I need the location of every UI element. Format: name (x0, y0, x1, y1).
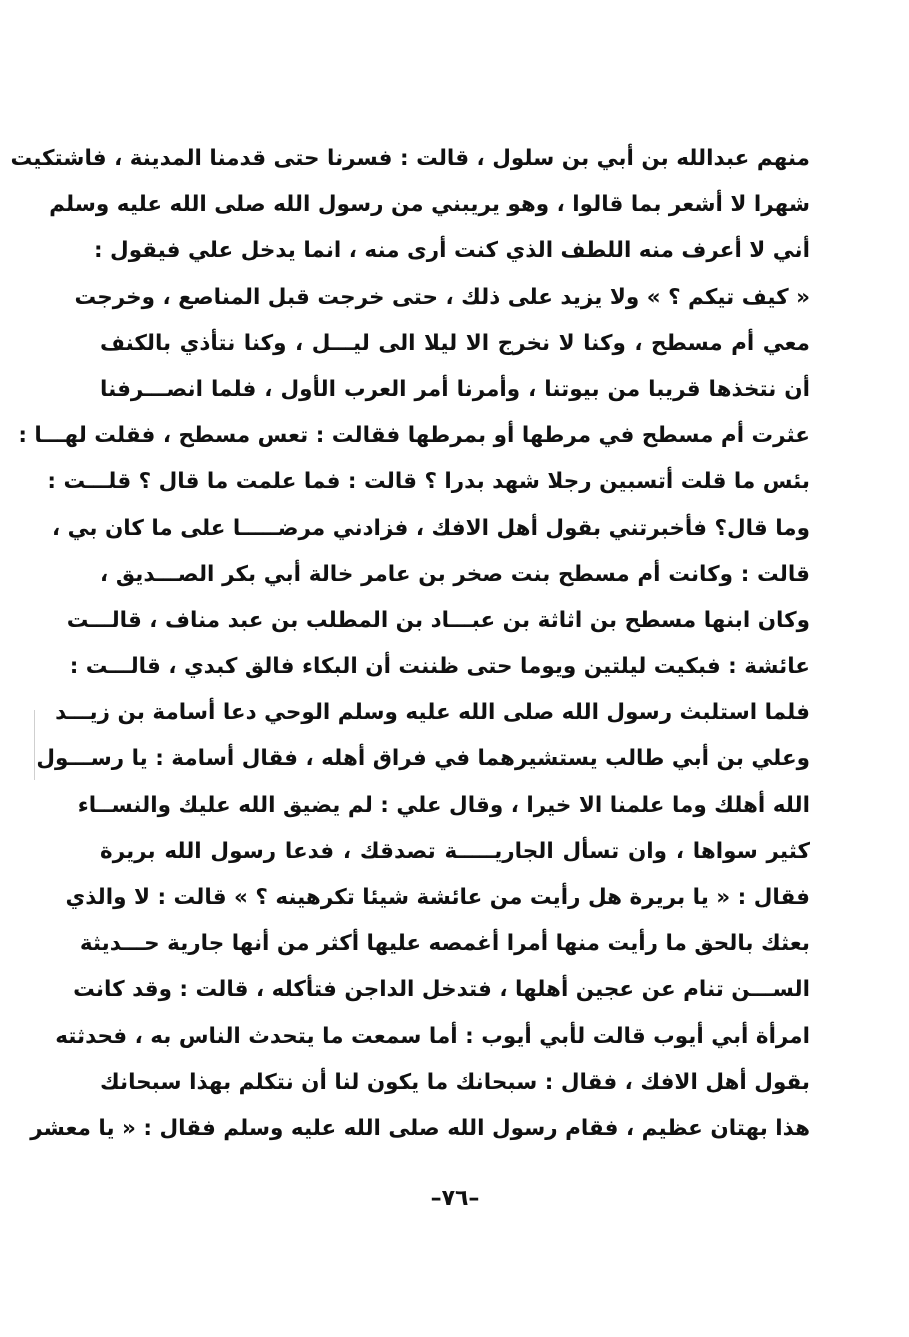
text-line: بعثك بالحق ما رأيت منها أمرا أغمصه عليها أكثر من أنها جارية حـــديثة (79, 931, 810, 957)
text-line: أن نتخذها قريبا من بيوتنا ، وأمرنا أمر العرب الأول ، فلما انصـــرفنا (100, 376, 810, 402)
text-line: الســـن تنام عن عجين أهلها ، فتدخل الداجن فتأكله ، قالت : وقد كانت (73, 977, 810, 1003)
text-line: « كيف تيكم ؟ » ولا يزيد على ذلك ، حتى خرجت قبل المناصع ، وخرجت (74, 284, 810, 310)
scan-edge-mark (34, 710, 35, 780)
text-line: شهرا لا أشعر بما قالوا ، وهو يريبني من رسول الله صلى الله عليه وسلم (49, 192, 810, 218)
text-line: فقال : « يا بريرة هل رأيت من عائشة شيئا تكرهينه ؟ » قالت : لا والذي (65, 885, 810, 910)
text-line: عائشة : فبكيت ليلتين ويوما حتى ظننت أن البكاء فالق كبدي ، قالـــت : (69, 654, 810, 680)
text-line: بئس ما قلت أتسبين رجلا شهد بدرا ؟ قالت : فما علمت ما قال ؟ قلـــت : (47, 469, 810, 495)
text-line: أني لا أعرف منه اللطف الذي كنت أرى منه ، انما يدخل علي فيقول : (93, 238, 810, 264)
text-line: وعلي بن أبي طالب يستشيرهما في فراق أهله ، فقال أسامة : يا رســـول (36, 746, 810, 772)
text-line: قالت : وكانت أم مسطح بنت صخر بن عامر خالة أبي بكر الصـــديق ، (100, 561, 810, 587)
text-line: معي أم مسطح ، وكنا لا نخرج الا ليلا الى ليـــل ، وكنا نتأذي بالكنف (100, 330, 810, 356)
text-line: عثرت أم مسطح في مرطها أو بمرطها فقالت : تعس مسطح ، فقلت لهـــا : (18, 423, 810, 449)
text-line: بقول أهل الافك ، فقال : سبحانك ما يكون لنا أن نتكلم بهذا سبحانك (100, 1069, 810, 1095)
text-line: وكان ابنها مسطح بن اثاثة بن عبـــاد بن المطلب بن عبد مناف ، قالـــت (66, 607, 810, 633)
text-line: منهم عبدالله بن أبي بن سلول ، قالت : فسرنا حتى قدمنا المدينة ، فاشتكيت (10, 146, 810, 171)
page-number: –٧٦– (430, 1186, 480, 1211)
text-line: امرأة أبي أيوب قالت لأبي أيوب : أما سمعت ما يتحدث الناس به ، فحدثته (55, 1023, 810, 1049)
text-line: فلما استلبث رسول الله صلى الله عليه وسلم الوحي دعا أسامة بن زيـــد (55, 700, 810, 726)
text-line: وما قال؟ فأخبرتني بقول أهل الافك ، فزادني مرضـــــا على ما كان بي ، (51, 515, 810, 541)
text-line: كثير سواها ، وان تسأل الجاريـــــة تصدقك ، فدعا رسول الله بريرة (100, 838, 810, 864)
text-line: الله أهلك وما علمنا الا خيرا ، وقال علي : لم يضيق الله عليك والنســاء (77, 792, 810, 818)
text-line: هذا بهتان عظيم ، فقام رسول الله صلى الله عليه وسلم فقال : « يا معشر (30, 1115, 810, 1141)
body-text (10, 136, 810, 1152)
